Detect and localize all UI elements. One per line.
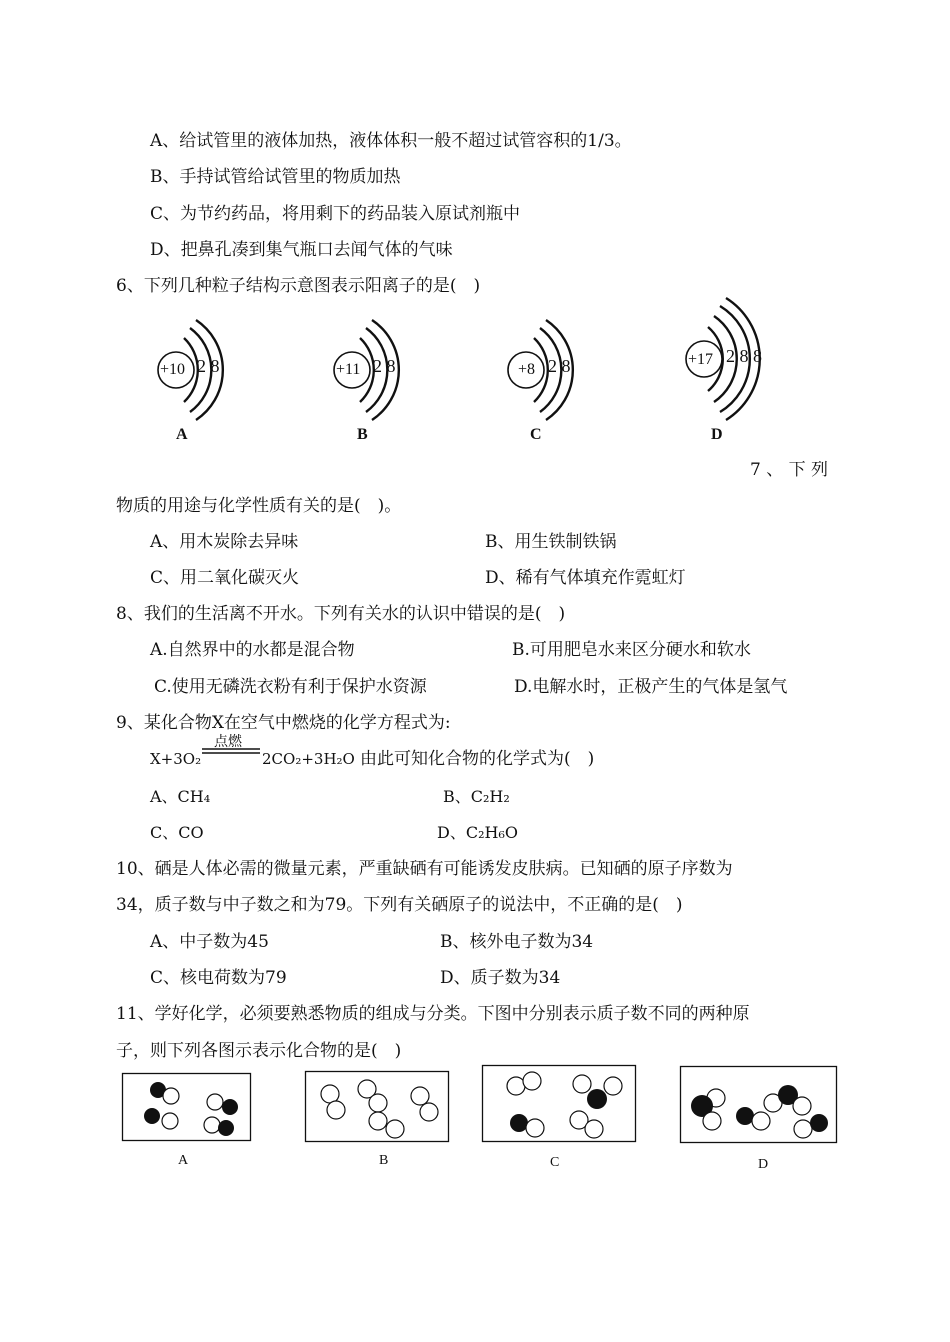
q9-stem: 9、某化合物X在空气中燃烧的化学方程式为: [116, 713, 451, 733]
atom-b-nucleus: +11 [336, 361, 361, 378]
atom-a-shells: 2 8 [197, 356, 220, 376]
q7-option-c: C、用二氧化碳灭火 [150, 568, 300, 588]
particle-box-d [680, 1066, 838, 1144]
atom-a-nucleus: +10 [160, 361, 186, 378]
particle-box-b-label: B [379, 1153, 389, 1168]
atom-c-label: C [530, 426, 542, 443]
q8-option-c: C.使用无磷洗衣粉有利于保护水资源 [154, 677, 427, 697]
q7-stem-part1: 7 、 下 列 [750, 460, 829, 480]
q10-stem-line1: 10、硒是人体必需的微量元素，严重缺硒有可能诱发皮肤病。已知硒的原子序数为 [116, 859, 733, 879]
particle-box-a [122, 1073, 252, 1143]
q9-option-d: D、C₂H₆O [437, 823, 518, 842]
q5-option-b: B、手持试管给试管里的物质加热 [150, 167, 401, 187]
q5-option-d: D、把鼻孔凑到集气瓶口去闻气体的气味 [150, 240, 453, 260]
q8-option-b: B.可用肥皂水来区分硬水和软水 [512, 640, 751, 660]
q9-stem-tail: 由此可知化合物的化学式为( ) [360, 749, 595, 769]
q10-option-d: D、质子数为34 [440, 968, 561, 988]
q10-stem-line2: 34，质子数与中子数之和为79。下列有关硒原子的说法中，不正确的是( ) [116, 895, 683, 915]
q8-option-d: D.电解水时，正极产生的气体是氢气 [514, 677, 788, 697]
atom-a-label: A [176, 426, 188, 443]
atom-d-nucleus: +17 [688, 351, 714, 368]
q7-option-d: D、稀有气体填充作霓虹灯 [485, 568, 686, 588]
particle-box-c-label: C [550, 1155, 560, 1170]
reaction-arrow [202, 748, 262, 756]
particle-box-a-label: A [178, 1153, 189, 1168]
atom-b-label: B [357, 426, 368, 443]
q11-stem-line2: 子，则下列各图示表示化合物的是( ) [116, 1041, 402, 1061]
atom-d-shells: 2 8 8 [726, 346, 762, 366]
q8-stem: 8、我们的生活离不开水。下列有关水的认识中错误的是( ) [116, 604, 566, 624]
q5-option-a: A、给试管里的液体加热，液体体积一般不超过试管容积的1/3。 [150, 131, 632, 151]
q7-option-b: B、用生铁制铁锅 [485, 532, 617, 552]
atom-d-label: D [711, 426, 723, 443]
q10-option-b: B、核外电子数为34 [440, 932, 594, 952]
particle-box-d-label: D [758, 1157, 769, 1172]
q9-option-c: C、CO [150, 823, 204, 842]
atom-b-shells: 2 8 [373, 356, 396, 376]
particle-box-c [482, 1065, 637, 1143]
q7-stem-part2: 物质的用途与化学性质有关的是( )。 [116, 496, 402, 516]
atom-c-nucleus: +8 [518, 361, 536, 378]
q6-stem: 6、下列几种粒子结构示意图表示阳离子的是( ) [116, 276, 481, 296]
q9-equation-lhs: X+3O₂ [150, 750, 202, 768]
q7-option-a: A、用木炭除去异味 [150, 532, 299, 552]
particle-box-b [305, 1071, 450, 1143]
q11-stem-line1: 11、学好化学，必须要熟悉物质的组成与分类。下图中分别表示质子数不同的两种原 [116, 1004, 750, 1024]
q9-reaction-condition: 点燃 [214, 735, 242, 750]
atom-c-shells: 2 8 [548, 356, 571, 376]
q9-option-b: B、C₂H₂ [443, 787, 510, 806]
q9-option-a: A、CH₄ [150, 787, 211, 806]
q8-option-a: A.自然界中的水都是混合物 [150, 640, 355, 660]
q10-option-c: C、核电荷数为79 [150, 968, 287, 988]
q9-equation-rhs: 2CO₂+3H₂O [262, 750, 355, 768]
q10-option-a: A、中子数为45 [150, 932, 269, 952]
q5-option-c: C、为节约药品，将用剩下的药品装入原试剂瓶中 [150, 204, 521, 224]
